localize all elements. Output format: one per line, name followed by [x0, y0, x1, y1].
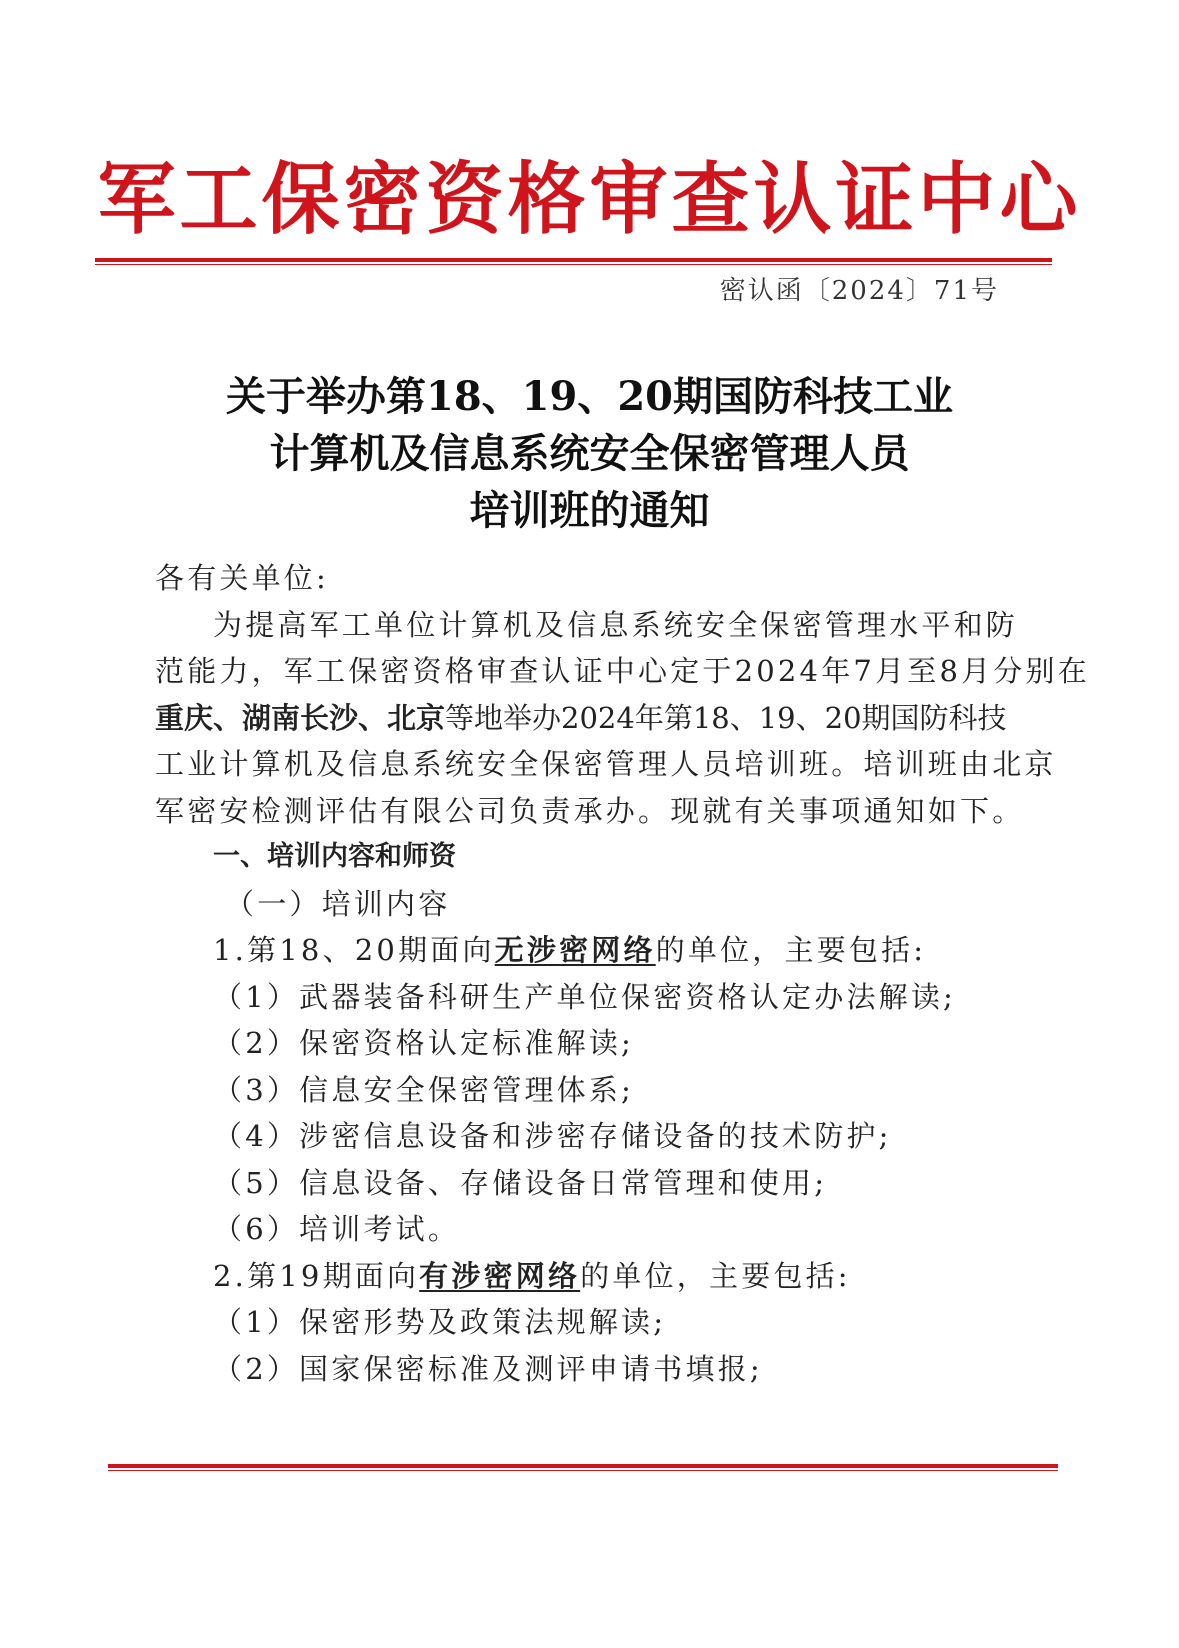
group1-suffix: 的单位，主要包括: — [655, 933, 927, 967]
intro-line-3 — [155, 695, 1025, 742]
group2-item: （1）保密形势及政策法规解读; — [213, 1305, 667, 1339]
organization-masthead: 军工保密资格审查认证中心 — [97, 155, 1082, 245]
intro-line-4: 工业计算机及信息系统安全保密管理人员培训班。培训班由北京 — [155, 747, 1057, 781]
salutation: 各有关单位: — [155, 561, 329, 595]
group1-item: （4）涉密信息设备和涉密存储设备的技术防护; — [213, 1119, 892, 1153]
group2-item: （2）国家保密标准及测评申请书填报; — [213, 1351, 763, 1386]
footer-red-rule — [108, 1464, 1058, 1471]
group2-prefix: 2.第19期面向 — [213, 1258, 420, 1293]
intro-locations: 重庆、湖南长沙、北京 — [155, 700, 446, 735]
document-number: 密认函〔2024〕71号 — [719, 276, 999, 306]
document-title — [0, 368, 1179, 539]
title-line-3: 培训班的通知 — [469, 487, 710, 534]
group2-emphasis: 有涉密网络 — [419, 1258, 581, 1293]
header-red-rule — [95, 258, 1052, 265]
group1-heading — [155, 927, 1025, 974]
group1-item: （6）培训考试。 — [213, 1212, 461, 1246]
group2-suffix: 的单位，主要包括: — [580, 1258, 851, 1293]
intro-line-3-rest: 等地举办2024年第18、19、20期国防科技 — [445, 700, 1007, 735]
intro-line-5: 军密安检测评估有限公司负责承办。现就有关事项通知如下。 — [155, 793, 1025, 828]
section-heading-1: 一、培训内容和师资 — [213, 841, 456, 872]
subsection-heading-1: （一）培训内容 — [225, 886, 451, 921]
title-line-2: 计算机及信息系统安全保密管理人员 — [269, 430, 910, 477]
group1-item: （2）保密资格认定标准解读; — [213, 1026, 635, 1060]
intro-line-2: 范能力，军工保密资格审查认证中心定于2024年7月至8月分别在 — [155, 654, 1090, 688]
group1-prefix: 1.第18、20期面向 — [213, 933, 495, 967]
document-body — [155, 555, 1090, 1392]
title-line-1: 关于举办第18、19、20期国防科技工业 — [226, 373, 953, 420]
group1-emphasis: 无涉密网络 — [494, 933, 656, 967]
group1-item: （3）信息安全保密管理体系; — [213, 1072, 635, 1107]
group1-item: （1）武器装备科研生产单位保密资格认定办法解读; — [213, 979, 957, 1014]
group2-heading — [155, 1253, 1025, 1300]
intro-line-1: 为提高军工单位计算机及信息系统安全保密管理水平和防 — [213, 607, 1019, 642]
group1-item: （5）信息设备、存储设备日常管理和使用; — [213, 1165, 828, 1200]
